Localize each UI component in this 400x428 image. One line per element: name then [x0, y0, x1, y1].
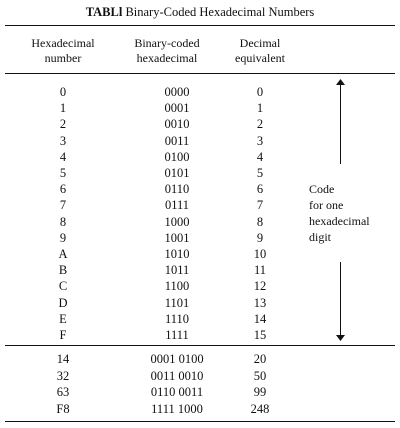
table-row: [0, 246, 400, 262]
binary-cell: 0110 0011: [150, 385, 204, 399]
decimal-cell: 14: [253, 311, 267, 326]
binary-cell: 0001 0100: [150, 352, 204, 366]
arrow-down-icon: [336, 335, 345, 341]
binary-cell: 1010: [164, 247, 190, 261]
binary-cell: 0101: [164, 166, 190, 180]
bracket-line-upper: [340, 84, 341, 164]
decimal-cell: 9: [256, 230, 264, 245]
hex-cell: B: [58, 263, 68, 278]
hex-cell: 0: [59, 85, 67, 99]
header-rule: [5, 73, 395, 74]
decimal-cell: 13: [253, 295, 267, 310]
section-rule: [5, 345, 395, 346]
hex-cell: 3: [59, 133, 67, 148]
binary-cell: 0011: [164, 133, 190, 148]
decimal-cell: 5: [256, 166, 264, 180]
hex-cell: F8: [56, 401, 70, 416]
binary-cell: 0011 0010: [150, 368, 204, 383]
decimal-cell: 20: [253, 352, 267, 366]
table-row: [0, 384, 400, 400]
decimal-cell: 4: [256, 149, 264, 164]
hex-cell: 1: [59, 101, 67, 116]
binary-cell: 1101: [164, 295, 190, 310]
hex-cell: 63: [56, 385, 70, 399]
binary-cell: 1001: [164, 230, 190, 245]
binary-cell: 1111: [165, 328, 189, 342]
decimal-cell: 15: [253, 328, 267, 342]
binary-cell: 0010: [164, 117, 190, 132]
decimal-cell: 3: [256, 133, 264, 148]
hex-cell: 2: [59, 117, 67, 132]
hex-cell: 9: [59, 230, 67, 245]
table-row: [0, 368, 400, 384]
binary-cell: 0000: [164, 85, 190, 99]
binary-cell: 1000: [164, 214, 190, 229]
bracket-note: Code for one hexadecimal digit: [309, 182, 370, 244]
decimal-cell: 10: [253, 247, 267, 261]
decimal-cell: 50: [253, 368, 267, 383]
top-rule: [5, 25, 395, 26]
binary-cell: 0111: [164, 198, 190, 213]
decimal-cell: 7: [256, 198, 264, 213]
binary-cell: 0110: [164, 182, 190, 197]
decimal-cell: 12: [253, 279, 267, 294]
decimal-cell: 6: [256, 182, 264, 197]
decimal-cell: 1: [256, 101, 264, 116]
table-row: [0, 351, 400, 367]
header-decimal-equivalent: Decimal equivalent: [235, 36, 285, 65]
hex-cell: A: [58, 247, 68, 261]
header-hexadecimal-number: Hexadecimal number: [31, 36, 95, 65]
hex-cell: 32: [56, 368, 70, 383]
table-label: TABLl: [85, 5, 123, 19]
hex-cell: 6: [59, 182, 67, 197]
table-row: [0, 401, 400, 417]
table-title: [0, 5, 400, 19]
decimal-cell: 2: [256, 117, 264, 132]
decimal-cell: 99: [253, 385, 267, 399]
decimal-cell: 11: [253, 263, 267, 278]
hex-cell: D: [58, 295, 68, 310]
hex-cell: F: [59, 328, 67, 342]
hex-cell: 14: [56, 352, 70, 366]
hex-cell: C: [58, 279, 68, 294]
hex-cell: 4: [59, 149, 67, 164]
hex-cell: 8: [59, 214, 67, 229]
header-binary-coded-hexadecimal: Binary-coded hexadecimal: [134, 36, 200, 65]
binary-cell: 1100: [164, 279, 190, 294]
decimal-cell: 248: [250, 401, 270, 416]
hex-cell: E: [59, 311, 67, 326]
table-row: [0, 165, 400, 181]
decimal-cell: 8: [256, 214, 264, 229]
bottom-rule: [5, 421, 395, 422]
binary-cell: 0100: [164, 149, 190, 164]
hex-cell: 7: [59, 198, 67, 213]
binary-cell: 1011: [164, 263, 190, 278]
decimal-cell: 0: [256, 85, 264, 99]
binary-cell: 1111 1000: [151, 401, 203, 416]
hex-cell: 5: [59, 166, 67, 180]
binary-cell: 1110: [164, 311, 190, 326]
table-caption: Binary-Coded Hexadecimal Numbers: [125, 5, 315, 19]
binary-cell: 0001: [164, 101, 190, 116]
bracket-line-lower: [340, 262, 341, 335]
